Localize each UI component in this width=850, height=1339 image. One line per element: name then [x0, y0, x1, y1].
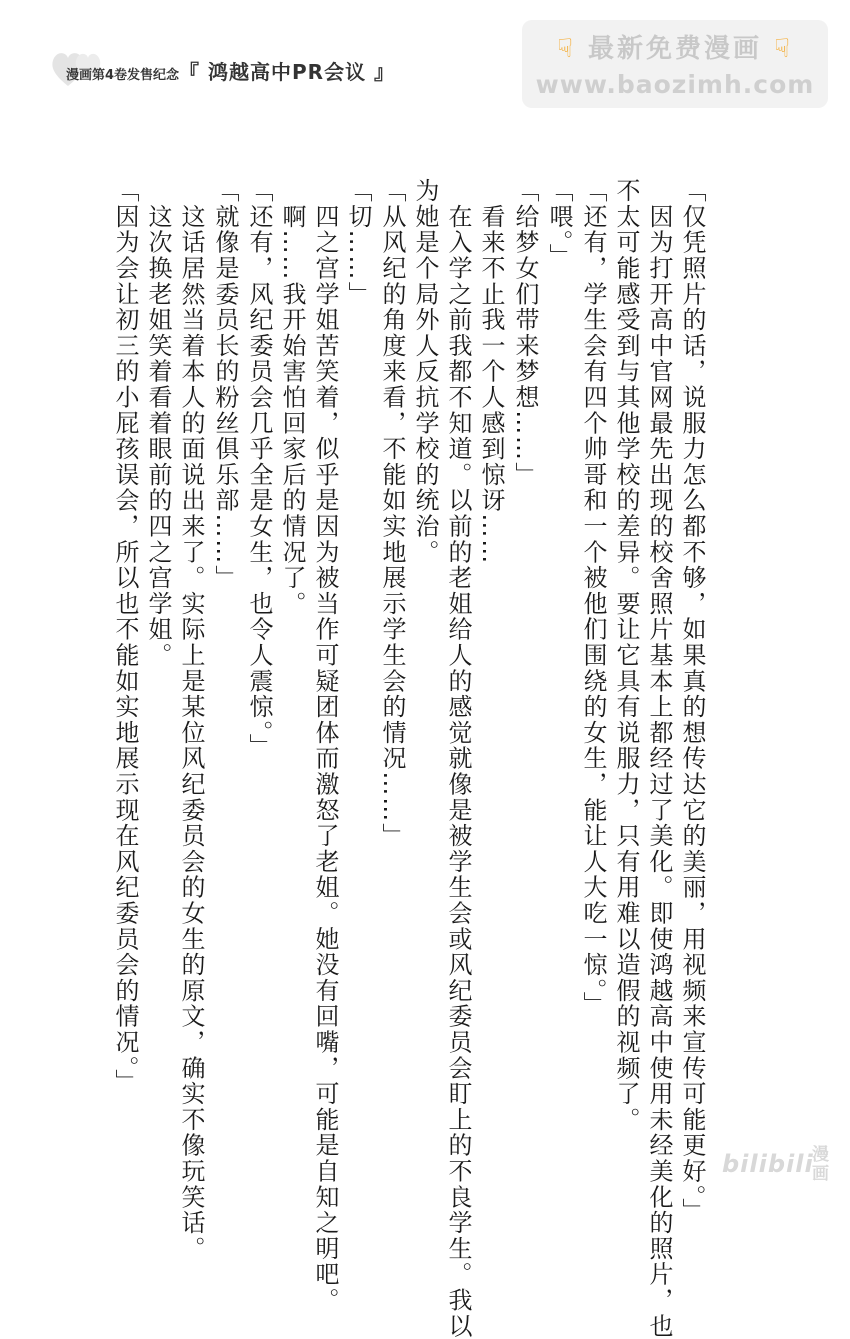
bilibili-logo-manhua: 漫画: [812, 1145, 829, 1184]
text-line: 「就像是委员长的粉丝俱乐部……」: [211, 178, 239, 591]
text-line: 看来不止我一个人感到惊讶……: [477, 178, 505, 565]
watermark-url: www.baozimh.com: [535, 70, 815, 99]
pointing-down-hand-icon: ☟: [774, 34, 793, 64]
text-line: 「还有，风纪委员会几乎全是女生，也令人震惊。」: [245, 178, 273, 760]
pointing-down-hand-icon: ☟: [557, 34, 576, 64]
text-line: 在入学之前我都不知道。以前的老姐给人的感觉就像是被学生会或风纪委员会盯上的不良学生。我以: [444, 178, 472, 1339]
text-line: 不太可能感受到与其他学校的差异。要让它具有说服力，只有用难以造假的视频了。: [612, 178, 640, 1133]
text-line: 「给梦女们带来梦想……」: [511, 178, 539, 488]
header-title: 『 鸿越高中PR会议 』: [179, 60, 396, 84]
text-line: 「因为会让初三的小屁孩误会，所以也不能如实地展示现在风纪委员会的情况。」: [111, 178, 139, 1095]
text-line: 因为打开高中官网最先出现的校舍照片基本上都经过了美化。即使鸿越高中使用未经美化的照片，也: [645, 178, 673, 1339]
header-prefix: 漫画第4卷发售纪念: [66, 68, 180, 83]
text-line: 为她是个局外人反抗学校的统治。: [411, 178, 439, 565]
text-line: 四之宫学姐苦笑着，似乎是因为被当作可疑团体而激怒了老姐。她没有回嘴，可能是自知之明吧。: [311, 178, 339, 1314]
text-line: 这话居然当着本人的面说出来了。实际上是某位风纪委员会的女生的原文，确实不像玩笑话。: [177, 178, 205, 1262]
text-line: 「切……」: [344, 178, 372, 307]
text-line: 啊……我开始害怕回家后的情况了。: [278, 178, 306, 617]
text-line: 「还有，学生会有四个帅哥和一个被他们围绕的女生，能让人大吃一惊。」: [579, 178, 607, 1018]
text-line: 这次换老姐笑着看着眼前的四之宫学姐。: [144, 178, 172, 669]
text-line: 「仅凭照片的话，说服力怎么都不够，如果真的想传达它的美丽，用视频来宣传可能更好。」: [678, 178, 706, 1224]
bilibili-logo: bilibili: [722, 1150, 814, 1178]
text-line: 「从风纪的角度来看，不能如实地展示学生会的情况……」: [378, 178, 406, 849]
watermark-title: 最新免费漫画: [587, 34, 762, 64]
text-line: 「喂。」: [545, 178, 573, 270]
